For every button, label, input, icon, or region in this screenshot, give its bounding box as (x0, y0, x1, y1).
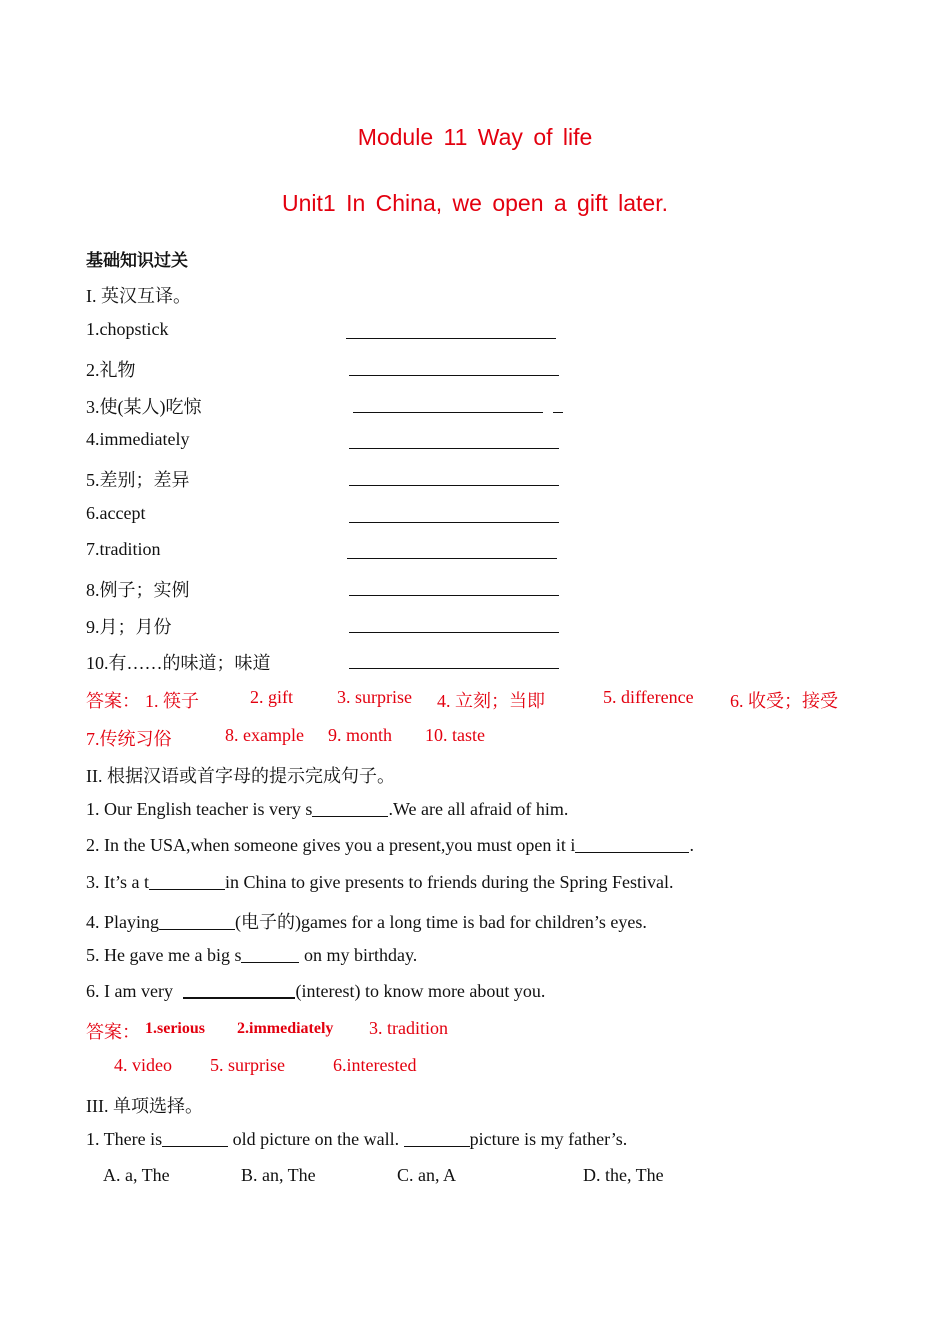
vocab-item: 9.月；月份 (86, 617, 172, 637)
answers-label: 答案： (86, 1022, 140, 1042)
sentence-3: 3. It’s a t in China to give presents to friends during the Spring Festival. (86, 872, 674, 892)
answer-blank-tail (553, 396, 563, 413)
question-blank[interactable] (404, 1130, 470, 1147)
question-1: 1. There is old picture on the wall. picture is my father’s. (86, 1129, 628, 1149)
answer-blank[interactable] (349, 359, 559, 376)
answer-blank[interactable] (346, 322, 556, 339)
section-heading: 基础知识过关 (86, 251, 188, 271)
sentence-1: 1. Our English teacher is very s .We are all afraid of him. (86, 799, 569, 819)
answer-blank[interactable] (349, 469, 559, 486)
vocab-item: 8.例子；实例 (86, 580, 190, 600)
option-d[interactable]: D. the, The (583, 1165, 664, 1185)
vocab-item: 4.immediately (86, 429, 190, 449)
answers-label: 答案： (86, 691, 140, 711)
vocab-item: 1.chopstick (86, 319, 169, 339)
sentence-2: 2. In the USA,when someone gives you a present,you must open it i . (86, 835, 694, 855)
answer-blank[interactable] (349, 579, 559, 596)
answer: 1.serious (145, 1020, 205, 1037)
answer: 7.传统习俗 (86, 729, 172, 749)
answer-blank[interactable] (353, 396, 543, 413)
sentence-blank[interactable] (241, 946, 299, 963)
answer: 6.interested (333, 1055, 417, 1075)
answer-blank[interactable] (349, 432, 559, 449)
answer: 10. taste (425, 725, 485, 745)
sentence-blank[interactable] (159, 913, 235, 930)
answer: 5. difference (603, 687, 694, 707)
answer-blank[interactable] (349, 616, 559, 633)
sentence-5: 5. He gave me a big s on my birthday. (86, 945, 418, 965)
option-b[interactable]: B. an, The (241, 1165, 316, 1185)
answer: 6. 收受；接受 (730, 691, 838, 711)
sentence-blank[interactable] (575, 836, 689, 853)
answer: 8. example (225, 725, 304, 745)
vocab-item: 10.有……的味道；味道 (86, 653, 271, 673)
answer: 4. 立刻；当即 (437, 691, 545, 711)
part3-heading: III. 单项选择。 (86, 1096, 203, 1116)
answer: 5. surprise (210, 1055, 285, 1075)
answer: 2.immediately (237, 1020, 334, 1037)
answer: 9. month (328, 725, 393, 745)
question-blank[interactable] (162, 1130, 228, 1147)
sentence-blank[interactable] (312, 800, 388, 817)
vocab-item: 3.使(某人)吃惊 (86, 397, 202, 417)
answer-blank[interactable] (347, 542, 557, 559)
answer-blank[interactable] (349, 506, 559, 523)
option-c[interactable]: C. an, A (397, 1165, 457, 1185)
vocab-item: 5.差别；差异 (86, 470, 190, 490)
sentence-blank[interactable] (149, 873, 225, 890)
answer: 2. gift (250, 687, 293, 707)
option-a[interactable]: A. a, The (103, 1165, 170, 1185)
sentence-6: 6. I am very (interest) to know more about you. (86, 981, 546, 1001)
part1-heading: I. 英汉互译。 (86, 286, 191, 306)
answer: 3. surprise (337, 687, 412, 707)
answer: 1. 筷子 (145, 691, 199, 711)
part2-heading: II. 根据汉语或首字母的提示完成句子。 (86, 766, 395, 786)
vocab-item: 6.accept (86, 503, 146, 523)
answer: 3. tradition (369, 1018, 448, 1038)
page-subtitle: Unit1 In China, we open a gift later. (282, 190, 668, 216)
sentence-blank[interactable] (183, 981, 295, 999)
sentence-4: 4. Playing (电子的)games for a long time is bad for children’s eyes. (86, 912, 647, 932)
answer-blank[interactable] (349, 652, 559, 669)
answer: 4. video (114, 1055, 172, 1075)
vocab-item: 7.tradition (86, 539, 161, 559)
vocab-item: 2.礼物 (86, 360, 136, 380)
page-title: Module 11 Way of life (357, 124, 593, 150)
